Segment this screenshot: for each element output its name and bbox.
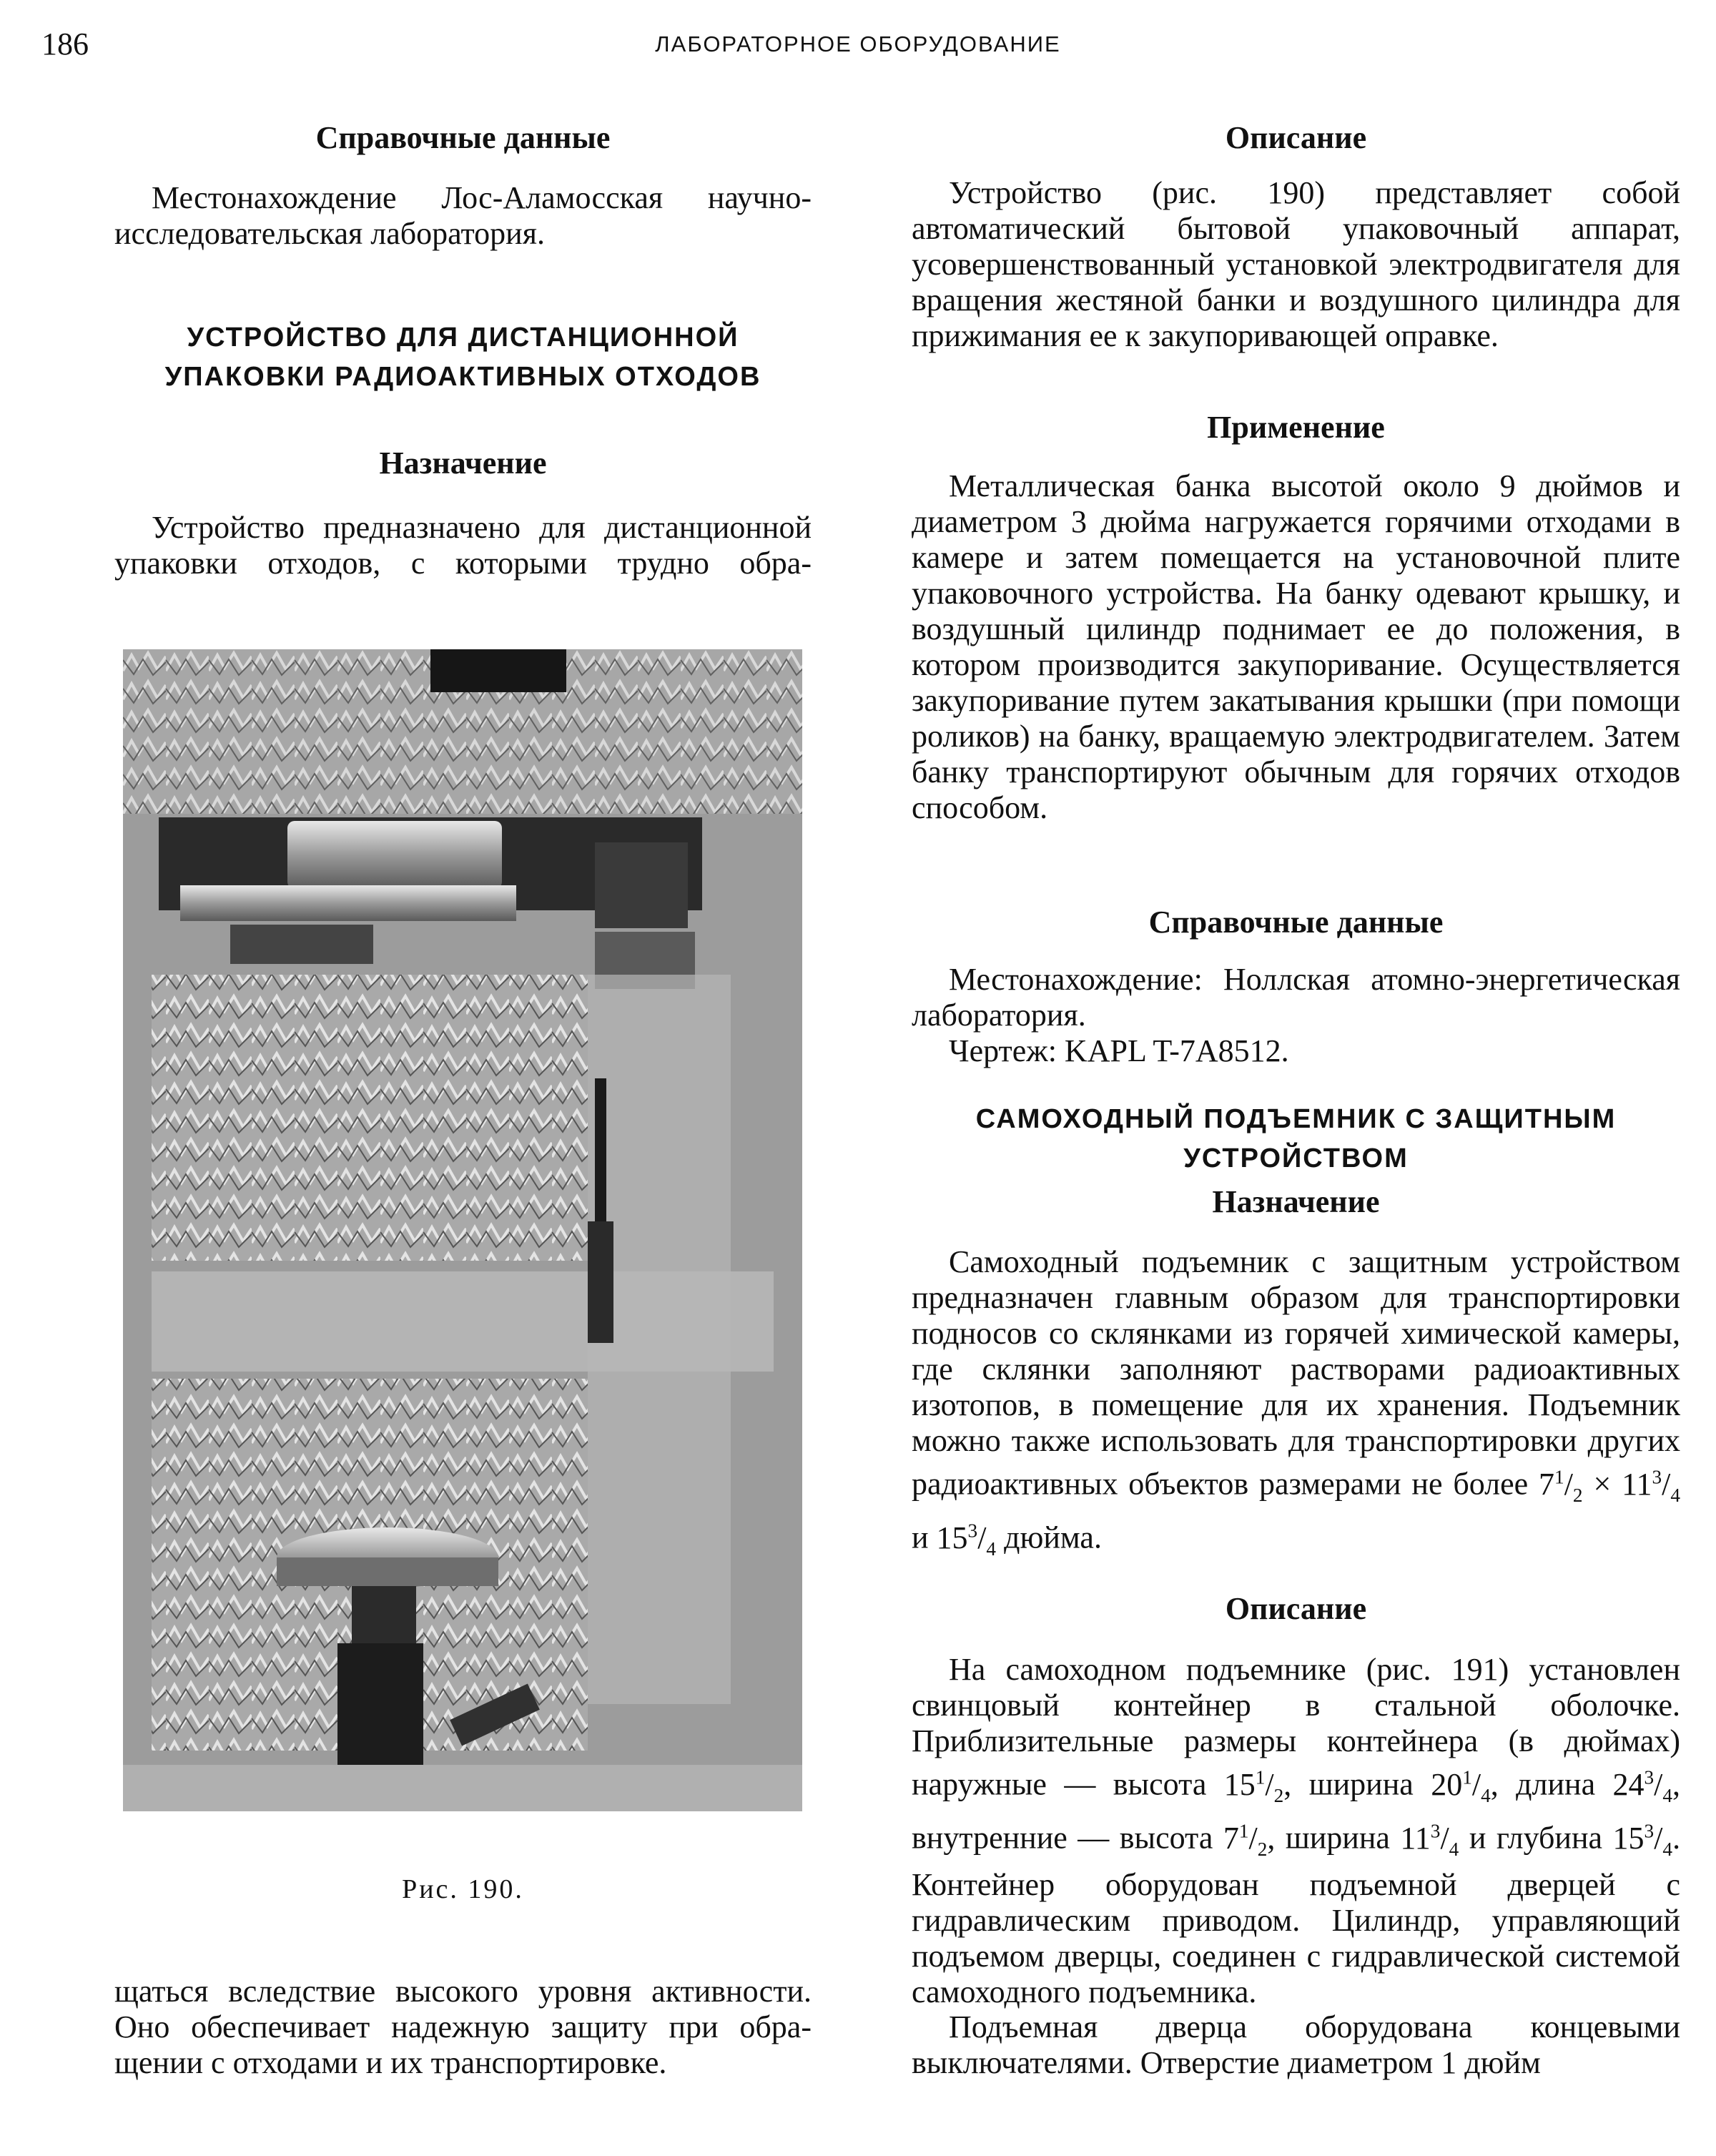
right-usage-text: Металлическая банка высотой около 9 дюймов и диаметром 3 дюйма нагружается горячими отходами в камере и затем помещается на установочной плите упаковочного устройства. На банку одевают крышку, и воздушный цилиндр поднимает ее до положения, в котором производится закупоривание. Осуществляется закупоривание путем закатывания крышки (при помощи роликов) на банку, вращаемую электродвигателем. Затем банку транспортируют обычным для горячих отходов способом. [912, 468, 1680, 825]
outer-length: $24^3/_4$, [1612, 1766, 1681, 1806]
left-reference-heading: Справочные данные [315, 120, 611, 155]
right-description2-heading: Описание [1225, 1591, 1367, 1626]
right-description2-text: На самоходном подъемнике (рис. 191) установлен свинцовый контейнер в стальной оболочке. Приблизительные размеры контейнера (в дюймах) наружные — высота $15^1/_2$, ширина $20^1/_4$, длина $24^3/_4$, внутренние — высота $7^1/_2$, ширина $11^3/_4$ и глубина $15^3/_4$. Контейнер оборудован подъемной дверцей с гидравлическим приводом. Цилиндр, управляющий подъемом дверцы, соединен с гидравлической системой самоходного подъемника. [912, 1652, 1681, 2009]
right-purpose-heading: Назначение [1212, 1184, 1380, 1219]
right-door-text: Подъемная дверца оборудована концевыми выключателями. Отверстие диаметром 1 дюйм [912, 2009, 1680, 2080]
right-section-title-line-2: УСТРОЙСТВОМ [1183, 1143, 1409, 1173]
inner-height: $7^1/_2$, [1223, 1820, 1276, 1860]
left-section-title [114, 318, 812, 397]
device-photo-illustration [123, 649, 802, 1811]
left-reference-text: Местонахождение Лос-Аламосская научно-исследовательская лаборатория. [114, 180, 812, 251]
inner-depth: $15^3/_4$. [1612, 1820, 1681, 1860]
right-section-title [912, 1100, 1680, 1178]
left-purpose-heading: Назначение [379, 446, 547, 481]
right-reference-drawing: Чертеж: KAPL T-7A8512. [949, 1033, 1289, 1068]
right-usage-heading: Применение [1207, 410, 1385, 445]
left-purpose-text-top: Устройство предназначено для дистанционной упаковки отходов, с которыми трудно обра- [114, 510, 812, 581]
dimension-b: $11^3/_4$ [1622, 1466, 1681, 1506]
right-reference-location: Местонахождение: Ноллская атомно-энергетическая лаборатория. [912, 962, 1680, 1033]
figure-190-caption: Рис. 190. [402, 1874, 524, 1904]
right-purpose-text: Самоходный подъемник с защитным устройством предназначен главным образом для транспортировки подносов со склянками из горячей химической камеры, где склянки заполняют растворами радиоактивных изотопов, в помещение для их хранения. Подъемник можно также использовать для транспортировки других радиоактивных объектов размерами не более $7^1/_2 \times 11^3/_4$ и $15^3/_4$ дюйма. [912, 1244, 1681, 1560]
inner-width: $11^3/_4$ [1400, 1820, 1459, 1860]
left-section-title-line-2: УПАКОВКИ РАДИОАКТИВНЫХ ОТХОДОВ [164, 362, 761, 392]
outer-width: $20^1/_4$, [1431, 1766, 1499, 1806]
right-section-title-line-1: САМОХОДНЫЙ ПОДЪЕМНИК С ЗАЩИТНЫМ [975, 1104, 1617, 1134]
right-description-text: Устройство (рис. 190) представляет собой автоматический бытовой упаковочный аппарат, усовершенствованный установкой электродвигателя для вращения жестяной банки и воздушного цилиндра для прижимания ее к закупоривающей оправке. [912, 175, 1680, 353]
outer-height: $15^1/_2$, [1223, 1766, 1292, 1806]
dimension-c: $15^3/_4$ [936, 1520, 997, 1560]
right-description-heading: Описание [1225, 120, 1367, 155]
right-purpose-text-main: Самоходный подъемник с защитным устройством предназначен главным образом для транспортировки подносов со склянками из горячей химической камеры, где склянки заполняют растворами радиоактивных изотопов, в помещение для их хранения. Подъемник можно также использовать для транспортировки других радиоактивных объектов размерами не более [912, 1244, 1680, 1502]
running-title: ЛАБОРАТОРНОЕ ОБОРУДОВАНИЕ [655, 31, 1061, 56]
right-reference-heading: Справочные данные [1148, 905, 1444, 940]
page-number: 186 [41, 26, 89, 61]
figure-190-photo [123, 649, 802, 1811]
left-section-title-line-1: УСТРОЙСТВО ДЛЯ ДИСТАНЦИОННОЙ [187, 323, 739, 353]
left-purpose-text-bottom: щаться вследствие высокого уровня активности. Оно обеспечивает надежную защиту при обращении с отходами и их транспортировке. [114, 1974, 812, 2080]
times-sign: × [1593, 1466, 1612, 1502]
dimension-a: $7^1/_2$ [1539, 1466, 1583, 1506]
